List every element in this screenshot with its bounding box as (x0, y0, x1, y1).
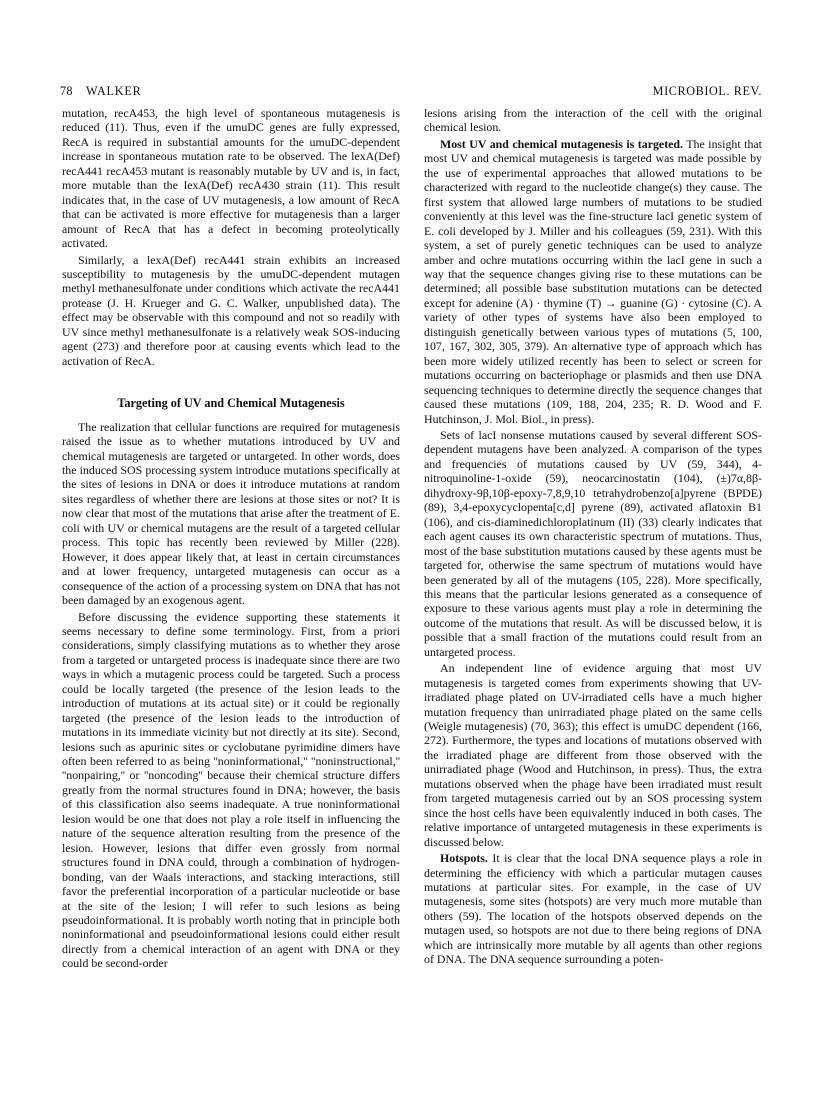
section-title: Targeting of UV and Chemical Mutagenesis (117, 396, 345, 411)
paragraph: An independent line of evidence arguing that most UV mutagenesis is targeted comes from experiments showing that UV-irradiated phage plated on UV-irradiated cells have a much higher mutation frequency than unirradiated phage plated on the same cells (Weigle mutagenesis) (70, 363); this effect is umuDC dependent (166, 272). Furthermore, the types and locations of mutations observed with the irradiated phage are different from those observed with the unirradiated phage (Wood and Hutchinson, in press). Thus, the extra mutations observed when the phage have been irradiated must result from targeted mutagenesis carried out by an SOS processing system since the host cells have been equivalently induced in both cases. The relative importance of untargeted mutagenesis in these experiments is discussed below. (424, 661, 762, 849)
page-number: 78 (60, 84, 73, 98)
paragraph: lesions arising from the interaction of the cell with the original chemical lesion. (424, 106, 762, 135)
paragraph-text: It is clear that the local DNA sequence plays a role in determining the efficiency with which a particular mutagen causes mutations at particular sites. For example, in the case of UV mutagenesis, some sites (hotspots) are very much more mutable than others (59). The location of the hotspots observed depends on the mutagen used, so hotspots are not due to there being regions of DNA which are intrinsically more mutable by all agents than other regions of DNA. The DNA sequence surrounding a poten- (424, 851, 762, 967)
paragraph: mutation, recA453, the high level of spontaneous mutagenesis is reduced (11). Thus, even if the umuDC genes are fully expressed, RecA is required in substantial amounts for the umuDC-dependent increase in spontaneous mutation rate to be observed. The lexA(Def) recA441 recA453 mutant is reasonably mutable by UV and is, in fact, more mutable than the lexA(Def) recA430 strain (11). This result indicates that, in the case of UV mutagenesis, a low amount of RecA that can be activated is more effective for mutagenesis than a larger amount of RecA that has a defect in becoming proteolytically activated. (62, 106, 400, 251)
run-in-heading: Most UV and chemical mutagenesis is targeted. (440, 136, 684, 151)
paragraph (424, 137, 762, 426)
right-column (424, 106, 762, 967)
paragraph: Sets of lacI nonsense mutations caused by several different SOS-dependent mutagens have been analyzed. A comparison of the types and frequencies of mutations caused by UV (59, 344), 4-nitroquinoline-1-oxide (59), neocarcinostatin (104), (±)7α,8β-dihydroxy-9β,10β-epoxy-7,8,9,10 tetrahydrobenzo[a]pyrene (BPDE) (89), 3,4-epoxycyclopenta[c,d] pyrene (89), activated aflatoxin B1 (106), and cis-diaminedichloroplatinum (II) (33) clearly indicates that each agent causes its own characteristic spectrum of mutations. Thus, most of the base substitution mutations caused by these agents must be targeted for, otherwise the same spectrum of mutations would have been generated by all of the mutagens (105, 228). More specifically, this means that the particular lesions generated as a consequence of exposure to these various agents must play a role in determining the outcome of the mutations that result. As will be discussed below, it is possible that a small fraction of the mutations could result from an untargeted process. (424, 427, 762, 659)
paragraph (424, 851, 762, 967)
left-column (62, 106, 400, 971)
journal-name: MICROBIOL. REV. (652, 84, 762, 98)
paragraph: Similarly, a lexA(Def) recA441 strain exhibits an increased susceptibility to mutagenesis by the umuDC-dependent mutagen methyl methanesulfonate under conditions which activate the recA441 protease (J. H. Krueger and G. C. Walker, unpublished data). The effect may be observable with this compound and not so readily with UV since methyl methanesulfonate is a relatively weak SOS-inducing agent (273) and therefore poor at causing events which lead to the activation of RecA. (62, 252, 400, 368)
paragraph-text: The insight that most UV and chemical mutagenesis is targeted was made possible by the use of experimental approaches that allowed mutations to be characterized with regard to the nucleotide change(s) they cause. The first system that allowed large numbers of mutations to be studied conveniently at this level was the fine-structure lacI genetic system of E. coli developed by J. Miller and his colleagues (59, 231). With this system, a set of purely genetic techniques can be used to analyze amber and ochre mutations occurring within the lacI gene in such a way that the sequence changes giving rise to these mutations can be determined; all possible base substitution mutations can be detected except for adenine (A) · thymine (T) → guanine (G) · cytosine (C). A variety of other types of systems have also been employed to distinguish genetically between various types of mutations (5, 100, 107, 167, 302, 305, 379). An alternative type of approach which has been more widely utilized recently has been to select or screen for mutations occurring on bacteriophage or plasmids and then use DNA sequencing techniques to determine directly the sequence changes that caused these mutations (109, 188, 204, 235; R. D. Wood and F. Hutchinson, J. Mol. Biol., in press). (424, 136, 762, 426)
run-in-heading: Hotspots. (440, 851, 488, 866)
page-header (60, 84, 762, 102)
paragraph: The realization that cellular functions are required for mutagenesis raised the issue as to whether mutations introduced by UV and chemical mutagenesis are targeted or untargeted. In other words, does the induced SOS processing system introduce mutations specifically at the sites of lesions in DNA or does it introduce mutations at random sites regardless of whether there are lesions at those sites or not? It is now clear that most of the mutations that arise after the treatment of E. coli with UV or chemical mutagens are the result of a targeted cellular process. This topic has recently been reviewed by Miller (228). However, it does appear likely that, at least in certain circumstances and at lower frequency, untargeted mutagenesis can occur as a consequence of the action of a processing system on DNA that has not been damaged by an exogenous agent. (62, 419, 400, 608)
paragraph: Before discussing the evidence supporting these statements it seems necessary to define some terminology. First, from a priori considerations, simply classifying mutations as to whether they arose from a targeted or untargeted process is inadequate since there are two ways in which a mutagenic process could be targeted. Such a process could be locally targeted (the presence of the lesion leads to the introduction of mutations at its actual site) or it could be regionally targeted (the presence of the lesion leads to the introduction of mutations in its immediate vicinity but not directly at its site). Second, lesions such as apurinic sites or cyclobutane pyrimidine dimers have often been referred to as being ''noninformational,'' ''noninstructional,'' ''nonpairing,'' or ''noncoding'' because their chemical structure differs greatly from the normal structures found in DNA; however, the basis of this classification also seems inadequate. A true noninformational lesion would be one that does not play a role itself in influencing the nature of the sequence alteration resulting from the presence of the lesion. However, lesions that differ even grossly from normal structures found in DNA could, through a combination of hydrogen-bonding, van der Waals interactions, and stacking interactions, still favor the preferential incorporation of a particular nucleotide or base at the site of the lesion; I will refer to such lesions as being pseudoinformational. It is probably worth noting that in principle both noninformational and pseudoinformational lesions could either result directly from a chemical interaction of an agent with DNA or they could be second-order (62, 609, 400, 971)
running-author: WALKER (86, 84, 142, 98)
